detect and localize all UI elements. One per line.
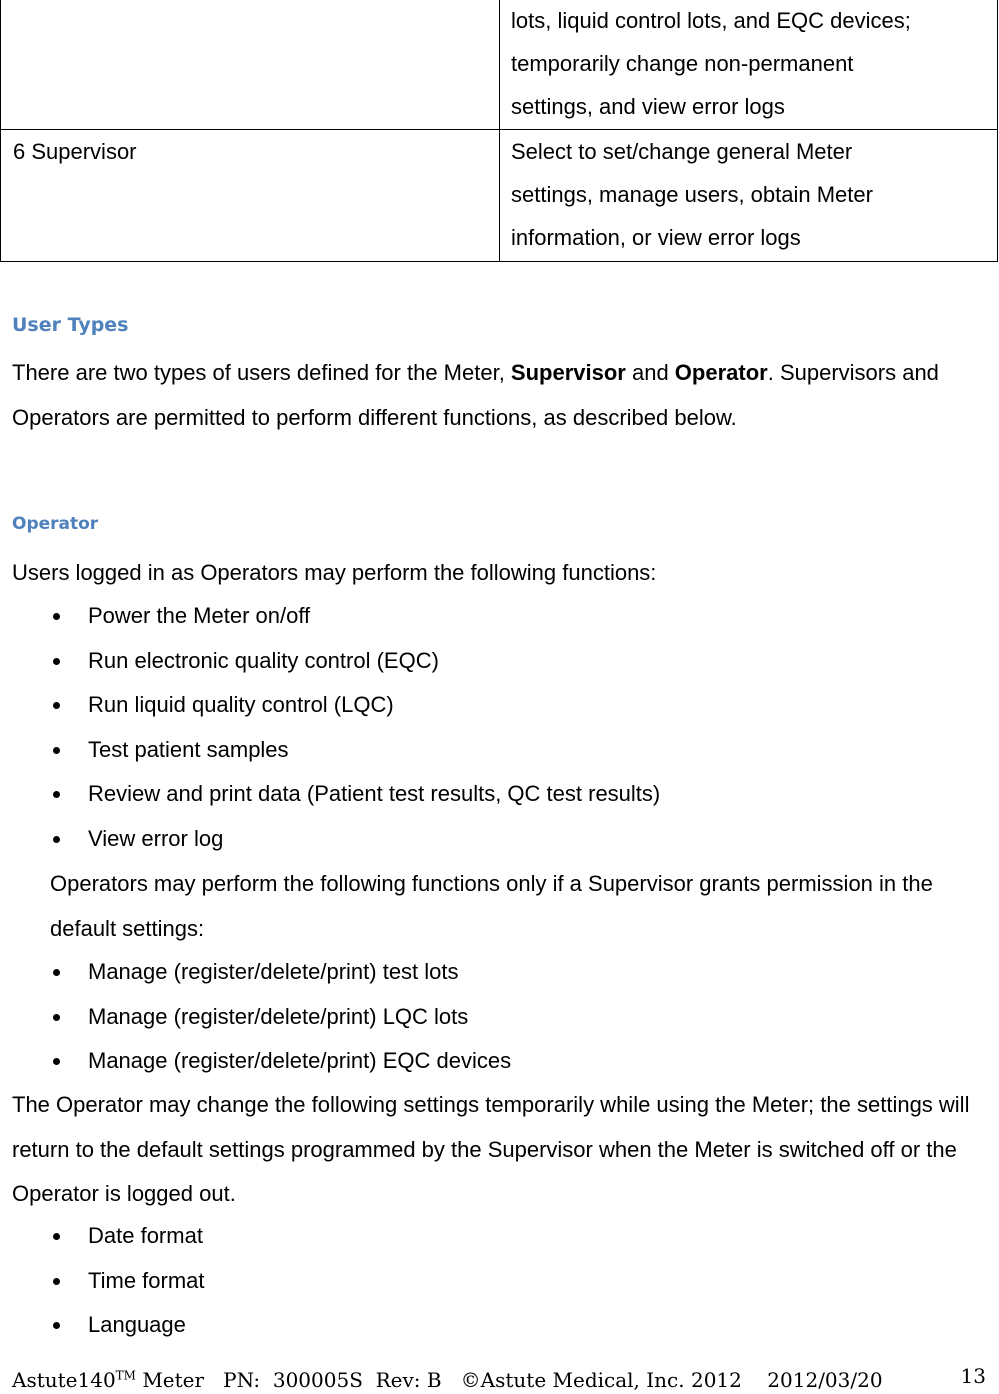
bullet-icon (53, 1322, 60, 1329)
list-item (0, 639, 999, 684)
bullet-icon (53, 969, 60, 976)
list-item (0, 728, 999, 773)
trademark-mark: TM (115, 1368, 136, 1383)
temp-settings-paragraph: The Operator may change the following settings temporarily while using the Meter; the settings will return to the default settings programmed by the Supervisor when the Meter is switched off or the Operator is logged out. (12, 1092, 970, 1206)
list-item (0, 1214, 999, 1259)
supervisor-term: Supervisor (510, 360, 626, 385)
list-item-text: View error log (88, 825, 224, 851)
bullet-icon (53, 1233, 60, 1240)
list-item (0, 1039, 999, 1084)
bullet-icon (53, 1014, 60, 1021)
list-item-text: Test patient samples (88, 736, 289, 762)
bullet-icon (53, 658, 60, 665)
list-item-text: Manage (register/delete/print) EQC devices (88, 1048, 512, 1074)
bullet-icon (53, 836, 60, 843)
text-run: There are two types of users defined for the Meter, (12, 360, 511, 385)
list-item-text: Power the Meter on/off (88, 603, 311, 628)
page-footer (12, 1368, 883, 1392)
bullet-icon (53, 702, 60, 709)
list-item-text: Run liquid quality control (LQC) (88, 692, 394, 718)
list-item (0, 683, 999, 728)
cell-line: settings, manage users, obtain Meter (511, 182, 873, 207)
table-row (1, 130, 998, 262)
text-run: and (625, 360, 675, 385)
table-cell-description (500, 0, 998, 130)
list-item (0, 772, 999, 817)
list-item-text: Manage (register/delete/print) test lots (88, 959, 459, 984)
permission-functions-list (0, 950, 999, 1084)
list-item (0, 1303, 999, 1348)
list-item-text: Time format (88, 1267, 205, 1293)
user-types-paragraph (12, 351, 987, 440)
table-cell-option: 6 Supervisor (1, 130, 500, 262)
cell-line: Select to set/change general Meter (511, 139, 853, 164)
table-cell-description (500, 130, 998, 262)
settings-table (0, 0, 998, 262)
list-item (0, 950, 999, 995)
list-item-text: Review and print data (Patient test results, QC test results) (88, 781, 661, 807)
temp-settings-list (0, 1214, 999, 1348)
bullet-icon (53, 791, 60, 798)
list-item-text: Date format (88, 1223, 203, 1248)
operator-intro: Users logged in as Operators may perform the following functions: (12, 560, 657, 585)
footer-product: Astute140 (12, 1368, 116, 1392)
list-item-text: Manage (register/delete/print) LQC lots (88, 1003, 469, 1029)
user-types-heading: User Types (12, 314, 129, 336)
list-item (0, 1259, 999, 1304)
operator-term: Operator (674, 360, 768, 385)
footer-details: Meter PN: 300005S Rev: B ©Astute Medical, Inc. 2012 2012/03/20 (135, 1368, 883, 1392)
permission-note: Operators may perform the following functions only if a Supervisor grants permission in the default settings: (50, 871, 933, 941)
cell-line: lots, liquid control lots, and EQC devices; (511, 8, 911, 33)
table-cell-option (1, 0, 500, 130)
operator-functions-list (0, 594, 999, 862)
bullet-icon (53, 1278, 60, 1285)
list-item (0, 817, 999, 862)
list-item-text: Run electronic quality control (EQC) (88, 647, 439, 673)
list-item-text: Language (88, 1312, 186, 1338)
cell-line: settings, and view error logs (511, 94, 785, 119)
bullet-icon (53, 613, 60, 620)
table-row (1, 0, 998, 130)
operator-heading: Operator (12, 514, 99, 534)
text-run: . Supervisors and Operators are permitted to perform different functions, as described below. (12, 360, 939, 430)
cell-line: information, or view error logs (511, 225, 801, 250)
cell-line: temporarily change non-permanent (511, 51, 854, 76)
list-item (0, 594, 999, 639)
bullet-icon (53, 1058, 60, 1065)
page-number: 13 (960, 1364, 986, 1388)
list-item (0, 995, 999, 1040)
bullet-icon (53, 747, 60, 754)
